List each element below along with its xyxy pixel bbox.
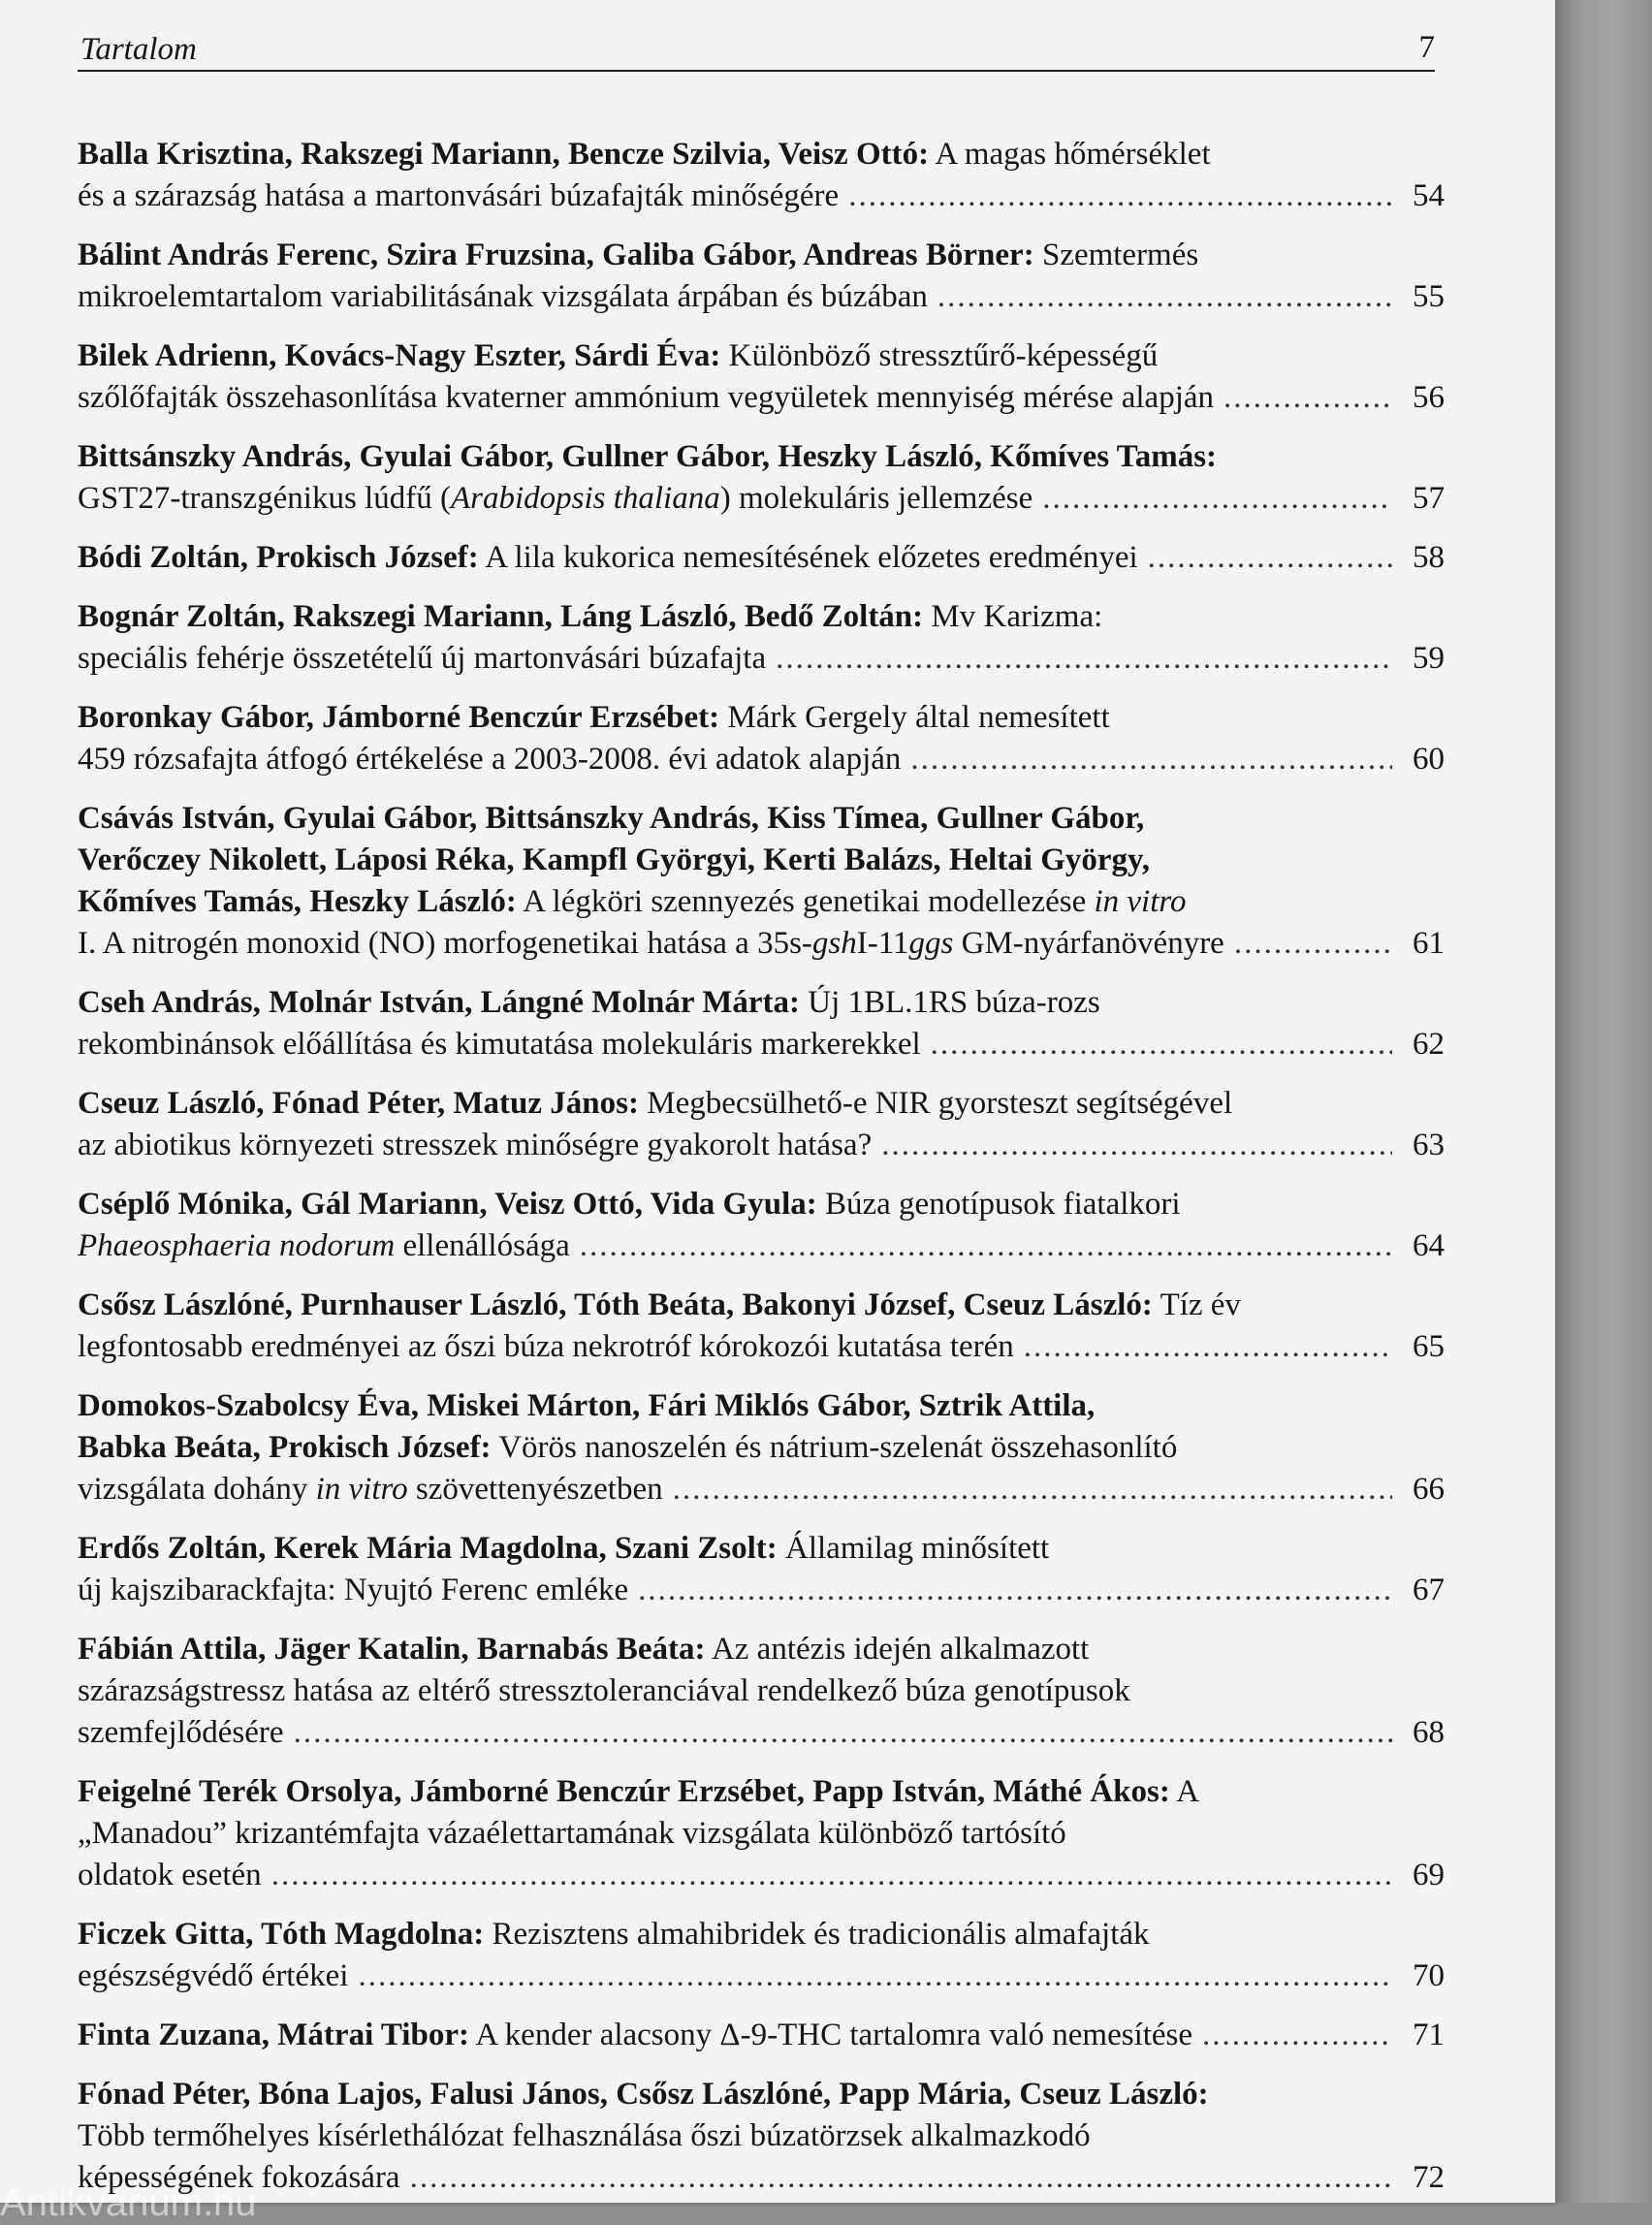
entry-title-end: és a szárazság hatása a martonvásári búzafajták minőségére xyxy=(78,178,840,213)
entry-title-end: rekombinánsok előállítása és kimutatása molekuláris markerekkel xyxy=(78,1027,921,1062)
toc-entry xyxy=(78,436,1445,520)
entry-page: 64 xyxy=(1413,1228,1445,1263)
toc-entry xyxy=(78,1385,1445,1510)
entry-title-mid: „Manadou” krizantémfajta vázaélettartamának vizsgálata különböző tartósító xyxy=(78,1816,1066,1851)
toc-entry xyxy=(78,235,1445,318)
entry-title-end: szemfejlődésére xyxy=(78,1715,284,1750)
entry-page: 72 xyxy=(1413,2160,1445,2195)
entry-page: 71 xyxy=(1413,2018,1445,2052)
page-number: 7 xyxy=(1418,30,1435,65)
leader-dots xyxy=(881,1125,1392,1166)
watermark: Antikvárium.hu xyxy=(0,2181,257,2224)
entry-authors: Balla Krisztina, Rakszegi Mariann, Bencze Szilvia, Veisz Ottó: xyxy=(78,137,930,172)
table-of-contents xyxy=(78,134,1445,2216)
toc-entry xyxy=(78,1914,1445,1997)
entry-title: Új 1BL.1RS búza-rozs xyxy=(808,985,1100,1020)
entry-authors: Csősz Lászlóné, Purnhauser László, Tóth Beáta, Bakonyi József, Cseuz László: xyxy=(78,1287,1153,1322)
entry-title-end: oldatok esetén xyxy=(78,1858,262,1892)
entry-page: 67 xyxy=(1413,1573,1445,1607)
leader-dots xyxy=(910,739,1392,780)
entry-title-mid: Több termőhelyes kísérlethálózat felhasználása őszi búzatörzsek alkalmazkodó xyxy=(78,2118,1091,2153)
entry-title-mid: szárazságstressz hatása az eltérő stressztoleranciával rendelkező búza genotípusok xyxy=(78,1673,1130,1708)
entry-page: 65 xyxy=(1413,1329,1445,1364)
entry-title-end: új kajszibarackfajta: Nyujtó Ferenc emléke xyxy=(78,1573,629,1607)
entry-title-end: egészségvédő értékei xyxy=(78,1958,349,1993)
entry-page: 69 xyxy=(1413,1858,1445,1892)
leader-dots xyxy=(1148,537,1392,579)
toc-entry xyxy=(78,335,1445,419)
leader-dots xyxy=(410,2157,1392,2199)
entry-authors: Bittsánszky András, Gyulai Gábor, Gullner Gábor, Heszky László, Kőmíves Tamás: xyxy=(78,439,1218,474)
toc-entry xyxy=(78,982,1445,1065)
entry-authors: Cseh András, Molnár István, Lángné Molnár Márta: xyxy=(78,985,800,1020)
entry-title-end: Phaeosphaeria nodorum ellenállósága xyxy=(78,1228,570,1263)
entry-authors: Csávás István, Gyulai Gábor, Bittsánszky András, Kiss Tímea, Gullner Gábor, xyxy=(78,801,1145,836)
entry-title-end: az abiotikus környezeti stresszek minőségre gyakorolt hatása? xyxy=(78,1128,873,1162)
leader-dots xyxy=(638,1570,1392,1611)
leader-dots xyxy=(1234,923,1392,965)
entry-title: Az antézis idején alkalmazott xyxy=(711,1632,1090,1667)
entry-title-italic: in vitro xyxy=(1094,884,1187,919)
toc-entry xyxy=(78,2074,1445,2199)
entry-title-end: mikroelemtartalom variabilitásának vizsgálata árpában és búzában xyxy=(78,279,928,314)
book-page-edge xyxy=(1555,0,1652,2203)
entry-title: A xyxy=(1176,1774,1200,1809)
leader-dots xyxy=(294,1712,1392,1754)
species-name: Arabidopsis thaliana xyxy=(450,481,720,516)
species-name: Phaeosphaeria nodorum xyxy=(78,1228,396,1263)
entry-authors: Domokos-Szabolcsy Éva, Miskei Márton, Fári Miklós Gábor, Sztrik Attila, xyxy=(78,1388,1096,1423)
toc-entry xyxy=(78,537,1445,579)
toc-entry xyxy=(78,2015,1445,2056)
entry-title-end: I. A nitrogén monoxid (NO) morfogenetikai hatása a 35s-gshI-11ggs GM-nyárfanövényre xyxy=(78,926,1224,961)
toc-entry xyxy=(78,596,1445,680)
entry-authors: Fónad Péter, Bóna Lajos, Falusi János, Csősz Lászlóné, Papp Mária, Cseuz László: xyxy=(78,2077,1209,2112)
entry-title-end: GST27-transzgénikus lúdfű (Arabidopsis thaliana) molekuláris jellemzése xyxy=(78,481,1033,516)
entry-page: 54 xyxy=(1413,178,1445,213)
entry-page: 62 xyxy=(1413,1027,1445,1062)
toc-entry xyxy=(78,1528,1445,1611)
leader-dots xyxy=(1024,1326,1392,1368)
leader-dots xyxy=(271,1855,1392,1896)
entry-title-end: képességének fokozására xyxy=(78,2160,400,2195)
entry-title: Vörös nanoszelén és nátrium-szelenát összehasonlító xyxy=(498,1430,1178,1465)
entry-title: Államilag minősített xyxy=(785,1531,1050,1566)
entry-title: Rezisztens almahibridek és tradicionális almafajták xyxy=(492,1917,1150,1952)
entry-authors: Ficzek Gitta, Tóth Magdolna: xyxy=(78,1917,485,1952)
entry-page: 70 xyxy=(1413,1958,1445,1993)
toc-entry xyxy=(78,697,1445,780)
entry-authors: Feigelné Terék Orsolya, Jámborné Benczúr Erzsébet, Papp István, Máthé Ákos: xyxy=(78,1774,1170,1809)
entry-authors: Boronkay Gábor, Jámborné Benczúr Erzsébet: xyxy=(78,700,720,735)
leader-dots xyxy=(580,1225,1392,1267)
toc-entry xyxy=(78,1184,1445,1267)
entry-page: 66 xyxy=(1413,1472,1445,1507)
entry-title-end: szőlőfajták összehasonlítása kvaterner ammónium vegyületek mennyiség mérése alapján xyxy=(78,380,1215,415)
leader-dots xyxy=(358,1955,1392,1997)
entry-authors: Verőczey Nikolett, Láposi Réka, Kampfl Györgyi, Kerti Balázs, Heltai György, xyxy=(78,842,1150,877)
entry-page: 55 xyxy=(1413,279,1445,314)
entry-title: Szemtermés xyxy=(1041,238,1199,272)
leader-dots xyxy=(931,1024,1392,1065)
entry-title: Búza genotípusok fiatalkori xyxy=(825,1187,1181,1222)
entry-authors: Fábián Attila, Jäger Katalin, Barnabás Beáta: xyxy=(78,1632,706,1667)
entry-authors: Bilek Adrienn, Kovács-Nagy Eszter, Sárdi Éva: xyxy=(78,338,721,373)
entry-title: Tíz év xyxy=(1160,1287,1241,1322)
toc-entry xyxy=(78,1771,1445,1896)
entry-title: A magas hőmérséklet xyxy=(935,137,1211,172)
entry-page: 60 xyxy=(1413,742,1445,777)
section-title: Tartalom xyxy=(80,32,197,67)
entry-authors: Cséplő Mónika, Gál Mariann, Veisz Ottó, Vida Gyula: xyxy=(78,1187,817,1222)
entry-page: 56 xyxy=(1413,380,1445,415)
entry-authors: Bódi Zoltán, Prokisch József: xyxy=(78,540,479,575)
entry-page: 63 xyxy=(1413,1128,1445,1162)
entry-page: 58 xyxy=(1413,540,1445,575)
leader-dots xyxy=(1223,377,1392,419)
entry-authors: Bognár Zoltán, Rakszegi Mariann, Láng László, Bedő Zoltán: xyxy=(78,599,924,634)
leader-dots xyxy=(1202,2015,1392,2056)
leader-dots xyxy=(776,638,1392,680)
leader-dots xyxy=(1042,478,1392,520)
entry-title-end: legfontosabb eredményei az őszi búza nekrotróf kórokozói kutatása terén xyxy=(78,1329,1014,1364)
entry-title-end: speciális fehérje összetételű új martonvásári búzafajta xyxy=(78,641,767,676)
leader-dots xyxy=(848,175,1392,217)
leader-dots xyxy=(673,1469,1392,1510)
entry-authors: Erdős Zoltán, Kerek Mária Magdolna, Szani Zsolt: xyxy=(78,1531,778,1566)
toc-entry xyxy=(78,798,1445,965)
entry-authors: Babka Beáta, Prokisch József: xyxy=(78,1430,492,1465)
entry-title: Különböző stressztűrő-képességű xyxy=(728,338,1159,373)
toc-entry xyxy=(78,1629,1445,1754)
entry-title: A légköri szennyezés genetikai modellezése xyxy=(523,884,1095,919)
toc-entry xyxy=(78,134,1445,217)
entry-title: Mv Karizma: xyxy=(931,599,1103,634)
leader-dots xyxy=(937,276,1392,318)
entry-page: 68 xyxy=(1413,1715,1445,1750)
toc-entry xyxy=(78,1083,1445,1166)
entry-title-end: vizsgálata dohány in vitro szövettenyészetben xyxy=(78,1472,663,1507)
entry-title-end: 459 rózsafajta átfogó értékelése a 2003-2008. évi adatok alapján xyxy=(78,742,902,777)
entry-page: 57 xyxy=(1413,481,1445,516)
entry-authors: Bálint András Ferenc, Szira Fruzsina, Galiba Gábor, Andreas Börner: xyxy=(78,238,1034,272)
entry-page: 61 xyxy=(1413,926,1445,961)
running-header xyxy=(78,21,1435,72)
entry-title: Megbecsülhető-e NIR gyorsteszt segítségével xyxy=(647,1086,1233,1121)
entry-authors: Kőmíves Tamás, Heszky László: xyxy=(78,884,517,919)
entry-title: A lila kukorica nemesítésének előzetes eredményei xyxy=(485,540,1138,575)
toc-entry xyxy=(78,1285,1445,1368)
entry-page: 59 xyxy=(1413,641,1445,676)
entry-title: Márk Gergely által nemesített xyxy=(727,700,1110,735)
entry-title: A kender alacsony Δ-9-THC tartalomra való nemesítése xyxy=(475,2018,1193,2052)
entry-authors: Cseuz László, Fónad Péter, Matuz János: xyxy=(78,1086,639,1121)
entry-authors: Finta Zuzana, Mátrai Tibor: xyxy=(78,2018,469,2052)
